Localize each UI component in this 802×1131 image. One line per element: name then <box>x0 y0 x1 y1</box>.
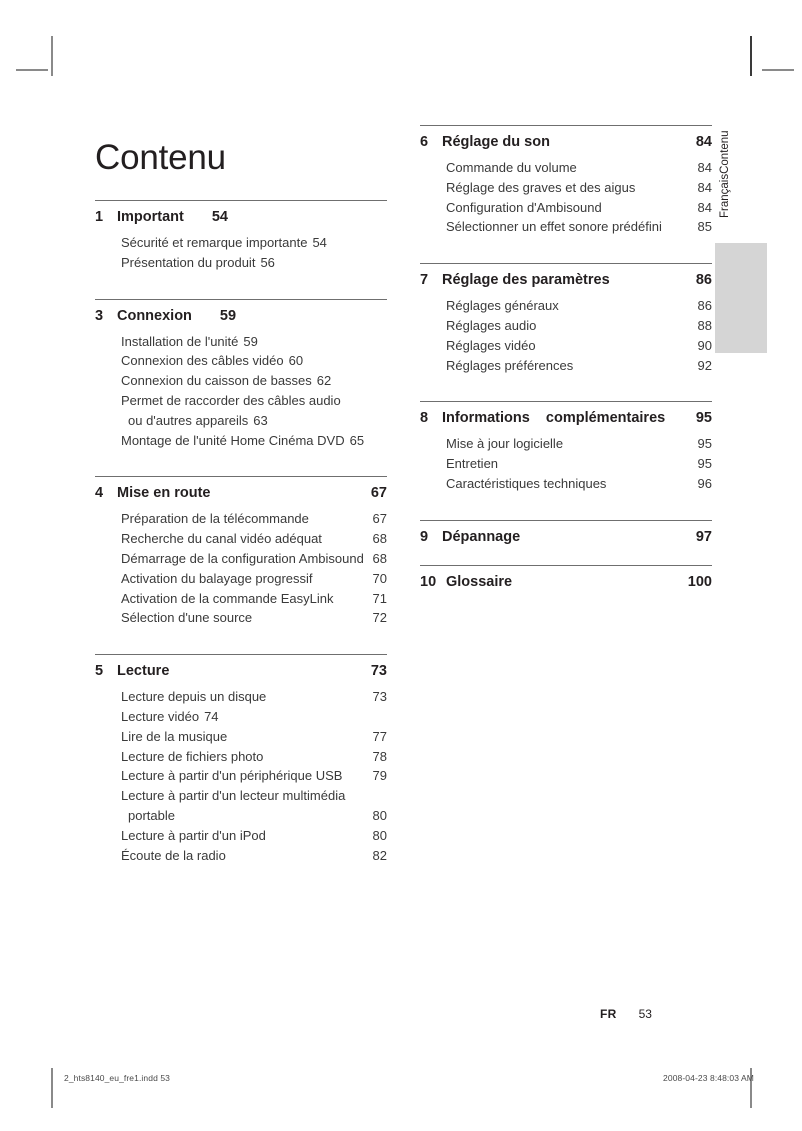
toc-entry[interactable] <box>121 233 387 253</box>
toc-entry-label: Installation de l'unité <box>121 333 239 349</box>
toc-entry-label: Connexion des câbles vidéo <box>121 353 284 369</box>
toc-entry-page-number: 84 <box>697 179 712 195</box>
toc-entry[interactable] <box>121 766 387 786</box>
toc-entry[interactable] <box>446 198 712 218</box>
section-title: Glossaire <box>446 573 513 590</box>
toc-entry-list <box>420 296 712 375</box>
toc-column-right <box>420 125 712 610</box>
section-page-number: 95 <box>695 410 712 427</box>
toc-entry[interactable] <box>121 687 387 707</box>
toc-entry-label: Recherche du canal vidéo adéquat <box>121 531 322 547</box>
toc-entry[interactable] <box>121 806 387 826</box>
toc-entry[interactable] <box>121 569 387 589</box>
toc-entry[interactable] <box>446 336 712 356</box>
section-page-number: 67 <box>370 485 387 502</box>
toc-entry-label: Activation de la commande EasyLink <box>121 590 334 606</box>
toc-entry-page-number: 80 <box>372 807 387 823</box>
toc-entry-page-number: 73 <box>372 689 387 705</box>
toc-entry-page-number: 62 <box>316 373 332 389</box>
section-page-number: 59 <box>219 307 237 324</box>
folio-page-number: 53 <box>638 1007 652 1021</box>
section-title: Connexion <box>117 307 192 324</box>
toc-entry-page-number: 90 <box>697 337 712 353</box>
toc-entry-page-number: 84 <box>697 160 712 175</box>
toc-entry-page-number: 74 <box>204 708 219 724</box>
toc-section <box>95 299 387 477</box>
section-title: Dépannage <box>442 528 521 545</box>
side-tab-background <box>715 243 767 353</box>
toc-entry-list <box>95 509 387 628</box>
section-spacer <box>95 450 387 476</box>
toc-entry-page-number: 70 <box>372 570 387 586</box>
section-number: 6 <box>420 134 429 150</box>
toc-section <box>420 565 712 610</box>
toc-entry[interactable] <box>446 217 712 237</box>
toc-entry-page-number: 60 <box>288 353 304 369</box>
toc-entry[interactable] <box>121 371 387 391</box>
toc-section-heading[interactable] <box>420 521 712 545</box>
toc-entry-page-number: 86 <box>697 298 712 314</box>
toc-section-heading[interactable] <box>95 477 387 501</box>
toc-entry-label: Présentation du produit <box>121 254 256 270</box>
section-title: Réglage du son <box>442 134 550 150</box>
crop-mark-bottom-left-vertical <box>51 1068 53 1108</box>
footer-file-name: 2_hts8140_eu_fre1.indd 53 <box>64 1073 171 1083</box>
toc-entry-page-number: 96 <box>697 475 712 491</box>
section-spacer <box>420 375 712 401</box>
toc-entry-page-number: 92 <box>697 357 712 373</box>
section-page-number: 54 <box>211 209 228 225</box>
side-tab-label: FrançaisContenu <box>719 130 731 218</box>
toc-entry[interactable] <box>121 549 387 569</box>
toc-entry[interactable] <box>121 707 387 727</box>
toc-entry-page-number: 54 <box>312 235 327 250</box>
section-spacer <box>95 628 387 654</box>
toc-entry[interactable] <box>446 474 712 494</box>
crop-mark-top-left-vertical <box>51 36 53 76</box>
toc-entry-page-number: 72 <box>372 610 387 626</box>
toc-entry-label: Commande du volume <box>446 160 577 175</box>
section-spacer <box>95 865 387 891</box>
toc-section <box>95 654 387 891</box>
toc-entry-list <box>95 233 387 273</box>
toc-entry-label: Caractéristiques techniques <box>446 475 607 491</box>
toc-entry-page-number: 67 <box>372 511 387 527</box>
section-page-number: 100 <box>687 573 712 590</box>
toc-entry-page-number: 68 <box>372 531 387 547</box>
toc-section <box>420 263 712 401</box>
toc-entry[interactable] <box>121 351 387 371</box>
toc-entry-label: Connexion du caisson de basses <box>121 373 312 389</box>
toc-entry-label: Montage de l'unité Home Cinéma DVD <box>121 432 345 448</box>
toc-entry[interactable] <box>121 589 387 609</box>
toc-entry-page-number: 95 <box>697 456 712 472</box>
toc-entry[interactable] <box>446 296 712 316</box>
toc-entry-label: Démarrage de la configuration Ambisound <box>121 550 364 566</box>
toc-entry-page-number: 68 <box>372 550 387 566</box>
section-spacer <box>420 545 712 565</box>
toc-section-heading[interactable] <box>95 300 387 324</box>
section-title: Informations complémentaires <box>442 410 666 427</box>
toc-section-heading[interactable] <box>420 126 712 150</box>
section-number: 8 <box>420 410 429 427</box>
toc-entry-label: Sélectionner un effet sonore prédéfini <box>446 219 662 235</box>
toc-entry-page-number: 71 <box>372 590 387 606</box>
toc-entry-label: Permet de raccorder des câbles audio <box>121 392 341 408</box>
toc-entry[interactable] <box>446 434 712 454</box>
toc-entry-page-number: 63 <box>253 412 268 428</box>
toc-section-heading[interactable] <box>420 402 712 426</box>
toc-entry-page-number: 77 <box>372 728 387 744</box>
toc-entry-label: Lire de la musique <box>121 728 228 744</box>
toc-section-heading[interactable] <box>420 566 712 590</box>
toc-entry[interactable] <box>446 356 712 376</box>
toc-entry[interactable] <box>121 786 387 806</box>
toc-entry-list <box>420 158 712 237</box>
section-number: 7 <box>420 272 429 289</box>
toc-section-heading[interactable] <box>420 264 712 288</box>
toc-entry[interactable] <box>121 253 387 273</box>
toc-entry-label: Lecture à partir d'un lecteur multimédia <box>121 788 346 804</box>
toc-entry-label: Écoute de la radio <box>121 847 226 863</box>
section-spacer <box>420 590 712 610</box>
toc-entry-page-number: 56 <box>260 254 275 270</box>
toc-entry-page-number: 88 <box>697 317 712 333</box>
toc-entry-page-number: 82 <box>372 847 387 863</box>
page-title: Contenu <box>95 138 226 178</box>
toc-entry[interactable] <box>121 509 387 529</box>
section-number: 4 <box>95 485 104 502</box>
crop-mark-top-right-vertical <box>750 36 752 76</box>
toc-entry-label: Lecture de fichiers photo <box>121 748 264 764</box>
toc-entry-label: Réglages généraux <box>446 298 559 314</box>
toc-entry-label: Sélection d'une source <box>121 610 253 626</box>
toc-section <box>420 401 712 519</box>
crop-mark-top-left-horizontal <box>16 69 48 71</box>
toc-entry-list <box>95 332 387 451</box>
toc-entry-list <box>95 687 387 865</box>
toc-column-left <box>95 200 387 891</box>
toc-entry[interactable] <box>121 727 387 747</box>
folio-language: FR <box>600 1007 617 1021</box>
toc-entry-label: Lecture vidéo <box>121 708 200 724</box>
section-page-number: 73 <box>370 663 387 680</box>
toc-entry[interactable] <box>446 178 712 198</box>
section-number: 5 <box>95 663 104 680</box>
page-folio <box>600 1007 710 1021</box>
section-title: Lecture <box>117 663 170 680</box>
toc-entry-label: Réglage des graves et des aigus <box>446 179 636 195</box>
section-page-number: 97 <box>695 528 712 545</box>
section-page-number: 84 <box>695 134 712 150</box>
toc-entry-page-number: 65 <box>349 432 365 448</box>
toc-entry-label: Entretien <box>446 456 499 472</box>
toc-section <box>420 125 712 263</box>
section-page-number: 86 <box>695 272 712 289</box>
toc-section <box>95 200 387 299</box>
toc-entry[interactable] <box>121 529 387 549</box>
toc-entry-label: Lecture depuis un disque <box>121 689 267 705</box>
toc-entry[interactable] <box>121 826 387 846</box>
toc-entry-list <box>420 434 712 493</box>
toc-entry[interactable] <box>121 411 387 431</box>
toc-entry-page-number: 79 <box>372 768 387 784</box>
toc-entry-label: Réglages vidéo <box>446 337 536 353</box>
toc-entry-label: portable <box>128 807 175 823</box>
toc-entry-page-number: 78 <box>372 748 387 764</box>
toc-entry[interactable] <box>446 316 712 336</box>
toc-entry-label: Sécurité et remarque importante <box>121 235 308 250</box>
toc-entry[interactable] <box>121 431 387 451</box>
toc-entry-page-number: 85 <box>697 219 712 235</box>
section-spacer <box>420 237 712 263</box>
footer-timestamp: 2008-04-23 8:48:03 AM <box>663 1073 754 1083</box>
toc-entry-label: Préparation de la télécommande <box>121 511 309 527</box>
section-title: Réglage des paramètres <box>442 272 610 289</box>
toc-section <box>95 476 387 654</box>
toc-entry[interactable] <box>121 608 387 628</box>
toc-entry[interactable] <box>121 391 387 411</box>
section-number: 10 <box>420 573 437 590</box>
toc-entry-label: Lecture à partir d'un iPod <box>121 827 266 843</box>
section-title: Important <box>117 209 184 225</box>
toc-entry-label: Réglages audio <box>446 317 537 333</box>
toc-entry-page-number: 95 <box>697 436 712 452</box>
section-number: 1 <box>95 209 104 225</box>
toc-entry-label: Lecture à partir d'un périphérique USB <box>121 768 343 784</box>
toc-entry-label: Configuration d'Ambisound <box>446 199 602 215</box>
section-spacer <box>95 273 387 299</box>
toc-entry-page-number: 80 <box>372 827 387 843</box>
toc-section-heading[interactable] <box>95 655 387 679</box>
toc-entry-label: ou d'autres appareils <box>128 412 249 428</box>
section-spacer <box>420 494 712 520</box>
section-number: 9 <box>420 528 429 545</box>
section-number: 3 <box>95 307 104 324</box>
toc-entry[interactable] <box>121 332 387 352</box>
toc-entry[interactable] <box>446 454 712 474</box>
toc-entry-page-number: 59 <box>243 333 258 349</box>
toc-entry[interactable] <box>121 747 387 767</box>
toc-entry-label: Mise à jour logicielle <box>446 436 564 452</box>
crop-mark-top-right-horizontal <box>762 69 794 71</box>
toc-section <box>420 520 712 565</box>
toc-entry-label: Activation du balayage progressif <box>121 570 313 586</box>
toc-entry[interactable] <box>446 158 712 178</box>
section-title: Mise en route <box>117 485 211 502</box>
toc-entry-label: Réglages préférences <box>446 357 574 373</box>
toc-section-heading[interactable] <box>95 201 387 225</box>
toc-entry[interactable] <box>121 846 387 866</box>
toc-entry-page-number: 84 <box>697 199 712 215</box>
